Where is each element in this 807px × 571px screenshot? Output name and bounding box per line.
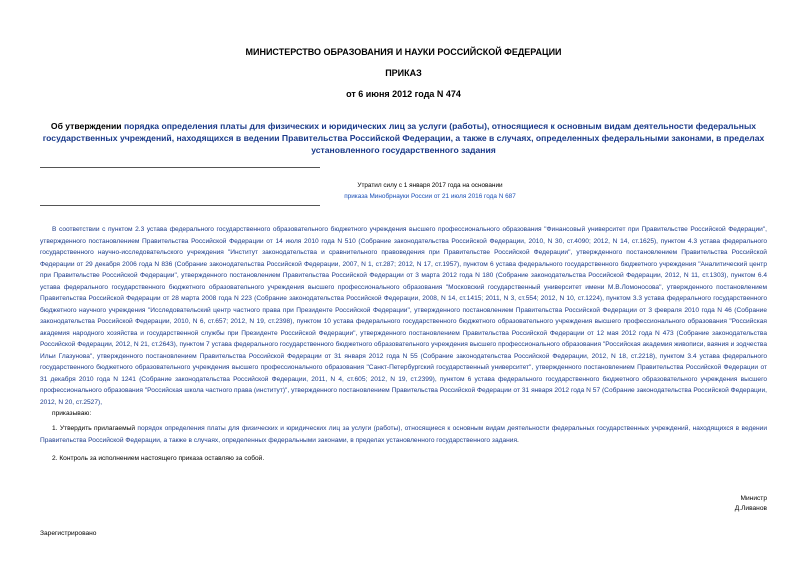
title-link[interactable]: порядка определения платы для физических и юридических лиц за услуги (работы), относящиеся к основным видам деятельности федеральных государственных учреждений, находящихся в ведении Правительства Российской Федерации, а также в случаях, определенных федеральными законами, в пределах установленного государственного задания	[42, 121, 765, 155]
date-number-heading: от 6 июня 2012 года N 474	[346, 89, 461, 99]
signature-block	[735, 494, 767, 514]
status-note-link[interactable]: приказа Минобрнауки России от 21 июля 2016 года N 687	[344, 193, 516, 200]
item-2-paragraph: 2. Контроль за исполнением настоящего приказа оставляю за собой.	[52, 455, 265, 462]
registered-label: Зарегистрировано	[40, 530, 97, 537]
preamble-paragraph[interactable]: В соответствии с пунктом 2.3 устава федерального государственного образовательного бюджетного учреждения высшего профессионального образования "Финансовый университет при Правительстве Российской Федерации", утвержденного постановлением Правительства Российской Федерации от 14 июля 2010 года N 510 (Собрание законодательства Российской Федерации, 2010, N 30, ст.4090; 2012, N 14, ст.1625), пунктом 4.3 устава федерального государственного научно-исследовательского учреждения "Институт законодательства и сравнительного правоведения при Правительстве Российской Федерации", утвержденного постановлением Правительства Российской Федерации от 29 декабря 2006 года N 836 (Собрание законодательства Российской Федерации, 2007, N 1, ст.287; 2012, N 17, ст.1957), пунктом 6 устава федерального государственного бюджетного учреждения "Аналитический центр при Правительстве Российской Федерации", утвержденного постановлением Правительства Российской Федерации от 3 марта 2012 года N 180 (Собрание законодательства Российской Федерации, 2012, N 11, ст.1303), пунктом 6.4 устава федерального государственного бюджетного образовательного учреждения высшего профессионального образования "Московский государственный университет имени М.В.Ломоносова", утвержденного постановлением Правительства Российской Федерации от 28 марта 2008 года N 223 (Собрание законодательства Российской Федерации, 2008, N 14, ст.1415; 2011, N 3, ст.554; 2012, N 10, ст.1224), пунктом 3.3 устава федерального государственного бюджетного научного учреждения "Исследовательский центр частного права при Президенте Российской Федерации", утвержденного постановлением Правительства Российской Федерации от 3 февраля 2010 года N 46 (Собрание законодательства Российской Федерации, 2010, N 6, ст.657; 2012, N 19, ст.2398), пунктом 10 устава федерального государственного бюджетного образовательного учреждения высшего профессионального образования "Российская академия народного хозяйства и государственной службы при Президенте Российской Федерации", утвержденного постановлением Правительства Российской Федерации от 12 мая 2012 года N 473 (Собрание законодательства Российской Федерации, 2012, N 21, ст.2643), пунктом 7 устава федерального государственного бюджетного образовательного учреждения высшего профессионального образования "Российская академия живописи, ваяния и зодчества Ильи Глазунова", утвержденного постановлением Правительства Российской Федерации от 31 января 2012 года N 55 (Собрание законодательства Российской Федерации, 2012, N 18, ст.2218), пунктом 3.4 устава федерального государственного бюджетного образовательного учреждения высшего профессионального образования "Санкт-Петербургский государственный университет", утвержденного постановлением Правительства Российской Федерации от 31 декабря 2010 года N 1241 (Собрание законодательства Российской Федерации, 2011, N 4, ст.605; 2012, N 19, ст.2399), пунктом 6 устава федерального государственного бюджетного образовательного учреждения высшего профессионального образования "Российская школа частного права (институт)", утвержденного постановлением Правительства Российской Федерации от 31 января 2012 года N 57 (Собрание законодательства Российской Федерации, 2012, N 20, ст.2527),	[40, 226, 767, 406]
separator-top	[40, 167, 320, 168]
item-1-link[interactable]: порядок определения платы для физических и юридических лиц за услуги (работы), относящиеся к основным видам деятельности федеральных государственных учреждений, находящихся в ведении Правительства Российской Федерации, а также в случаях, определенных федеральными законами, в пределах установленного государственного задания	[40, 425, 767, 444]
item-1-paragraph	[40, 423, 767, 446]
signature-position: Министр	[740, 495, 767, 502]
document-title	[40, 120, 767, 156]
status-note	[300, 180, 560, 202]
order-word: приказываю:	[52, 410, 92, 417]
status-note-line1: Утратил силу с 1 января 2017 года на основании	[357, 182, 503, 189]
title-prefix: Об утверждении	[50, 121, 124, 131]
ministry-heading: МИНИСТЕРСТВО ОБРАЗОВАНИЯ И НАУКИ РОССИЙСКОЙ ФЕДЕРАЦИИ	[245, 47, 562, 57]
doc-type-heading: ПРИКАЗ	[385, 68, 422, 78]
separator-bottom	[40, 205, 320, 206]
signature-name: Д.Ливанов	[734, 505, 767, 512]
item-1-suffix: .	[517, 436, 519, 444]
item-1-prefix: 1. Утвердить прилагаемый	[52, 425, 138, 432]
